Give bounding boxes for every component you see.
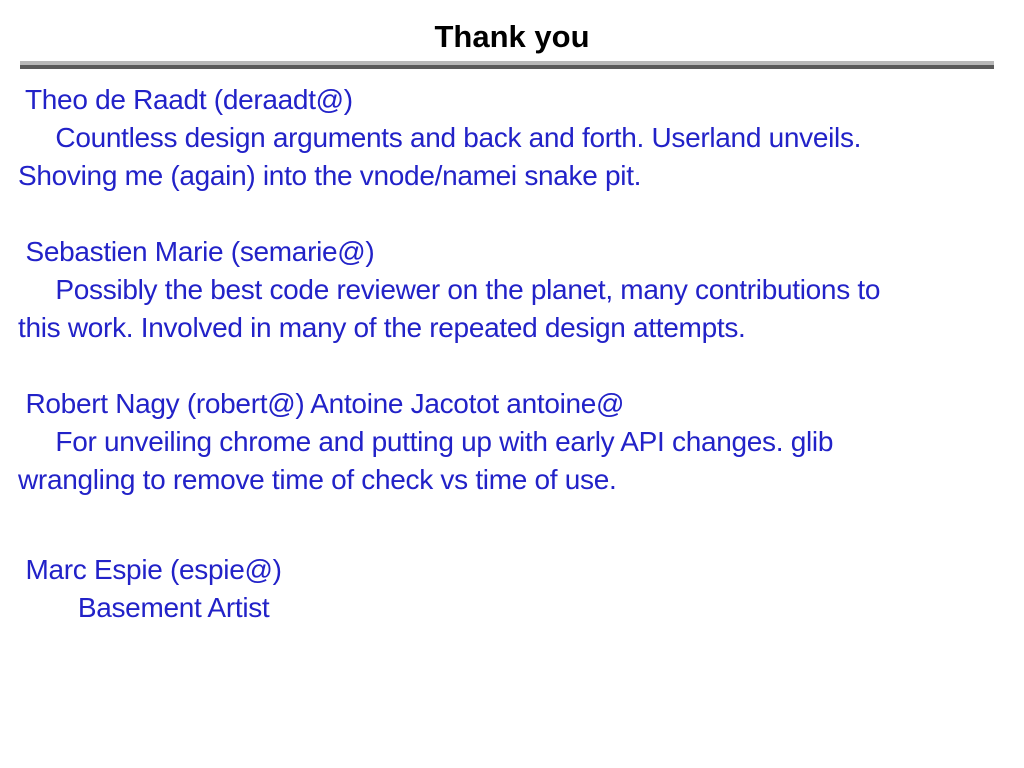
acknowledgement-text-line: Countless design arguments and back and forth. Userland unveils. [18,122,862,153]
slide [0,20,1024,768]
acknowledgement-block-robert-antoine [18,385,1014,499]
acknowledgement-block-sebastien [18,233,1014,347]
acknowledgement-text-line: wrangling to remove time of check vs time of use. [18,464,617,495]
acknowledgement-text-line: Possibly the best code reviewer on the planet, many contributions to [18,274,881,305]
acknowledgement-text-line: Basement Artist [18,592,270,623]
acknowledgement-text-line: Shoving me (again) into the vnode/namei snake pit. [18,160,642,191]
acknowledgement-block-theo [18,81,1014,195]
acknowledgement-text-line: this work. Involved in many of the repeated design attempts. [18,312,746,343]
person-name-line: Sebastien Marie (semarie@) [18,236,375,267]
person-name-line: Marc Espie (espie@) [18,554,282,585]
acknowledgement-block-marc [18,551,1014,627]
title-divider [20,61,994,69]
slide-body [0,69,1024,627]
slide-title: Thank you [434,19,590,54]
person-name-line: Robert Nagy (robert@) Antoine Jacotot antoine@ [18,388,625,419]
person-name-line: Theo de Raadt (deraadt@) [18,84,353,115]
acknowledgement-text-line: For unveiling chrome and putting up with early API changes. glib [18,426,834,457]
